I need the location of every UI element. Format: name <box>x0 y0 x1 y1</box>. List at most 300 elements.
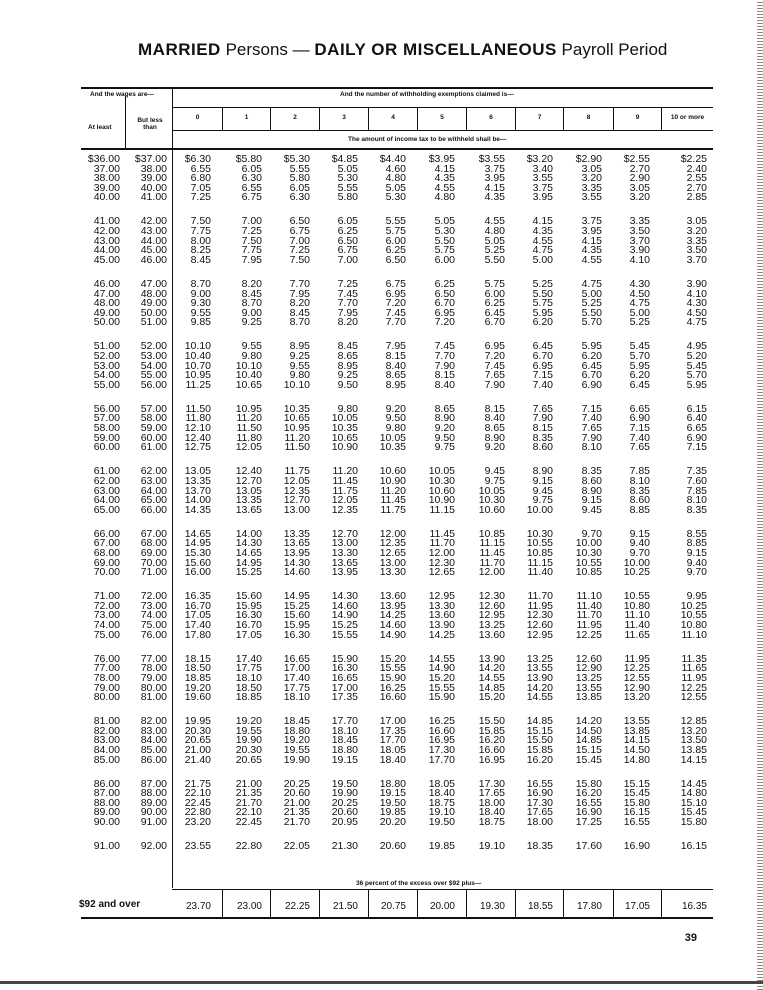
at-least-cell-20: 56.00 <box>93 402 120 415</box>
tax-cell-col8-32: 10.30 <box>575 547 602 559</box>
tax-cell-col7-33: 11.15 <box>527 556 553 569</box>
tax-cell-col7-1: 3.40 <box>532 162 553 175</box>
at-least-cell-28: 64.00 <box>93 494 120 507</box>
tax-cell-col7-0: $3.20 <box>526 153 553 165</box>
tax-cell-col9-37: 11.10 <box>624 609 650 622</box>
footer-value-7: 18.55 <box>527 901 553 912</box>
tax-cell-col8-45: 14.20 <box>575 715 602 728</box>
exemption-column-1 <box>220 155 262 852</box>
tax-cell-col8-21: 7.40 <box>581 412 602 425</box>
tax-cell-col4-30: 12.00 <box>379 527 406 540</box>
at-least-cell-2: 38.00 <box>93 172 120 185</box>
tax-cell-col7-29: 10.00 <box>526 503 553 516</box>
tax-cell-col10-45: 12.85 <box>680 715 707 728</box>
tax-cell-col6-5: 4.55 <box>484 215 505 228</box>
tax-cell-col7-16: 6.70 <box>532 350 553 362</box>
tax-cell-col6-11: 6.00 <box>484 287 505 300</box>
tax-cell-col4-7: 6.00 <box>385 234 406 247</box>
tax-cell-col0-55: 23.55 <box>184 840 211 853</box>
tax-cell-col0-34: 16.00 <box>184 566 211 579</box>
tax-cell-col6-24: 9.20 <box>484 441 505 454</box>
footer-divider <box>661 890 662 917</box>
tax-cell-col7-19: 7.40 <box>532 378 553 391</box>
tax-cell-col3-45: 17.70 <box>331 715 358 728</box>
tax-cell-col5-31: 11.70 <box>429 537 455 550</box>
exemption-column-10 <box>665 155 707 852</box>
tax-cell-col0-28: 14.00 <box>184 494 211 507</box>
title-part-payroll: Payroll Period <box>556 40 668 59</box>
tax-cell-col3-44: 17.35 <box>331 691 358 704</box>
tax-cell-col2-50: 20.25 <box>283 777 310 790</box>
tax-cell-col4-37: 14.25 <box>379 609 406 622</box>
but-less-than-cell-23: 60.00 <box>140 431 167 444</box>
footer-value-10: 16.35 <box>681 901 707 912</box>
but-less-than-cell-29: 66.00 <box>140 503 167 516</box>
tax-cell-col2-49: 19.90 <box>283 753 310 766</box>
tax-cell-col1-49: 20.65 <box>235 753 262 766</box>
tax-cell-col10-48: 13.85 <box>680 744 707 756</box>
tax-cell-col6-53: 18.40 <box>478 806 505 819</box>
tax-cell-col0-5: 7.50 <box>190 215 211 228</box>
but-less-than-cell-12: 49.00 <box>140 297 167 310</box>
but-less-than-cell-47: 84.00 <box>140 734 167 747</box>
tax-cell-col2-24: 11.50 <box>284 441 310 454</box>
tax-cell-col10-14: 4.75 <box>686 316 707 329</box>
tax-cell-col0-41: 18.50 <box>184 662 211 675</box>
tax-cell-col2-51: 20.60 <box>283 787 310 800</box>
tax-cell-col6-37: 12.95 <box>478 609 505 622</box>
at-least-cell-9: 45.00 <box>93 253 120 266</box>
tax-cell-col7-36: 11.95 <box>527 599 553 612</box>
exemption-header-7: 7 <box>537 114 542 121</box>
tax-cell-col2-39: 16.30 <box>283 628 310 641</box>
tax-cell-col10-44: 12.55 <box>680 691 707 704</box>
but-less-than-cell-13: 50.00 <box>140 306 167 319</box>
tax-cell-col6-32: 11.45 <box>479 547 505 559</box>
tax-cell-col3-30: 12.70 <box>331 527 358 540</box>
tax-cell-col6-45: 15.50 <box>478 715 505 728</box>
tax-cell-col5-33: 12.30 <box>428 556 455 569</box>
footer-label: $92 and over <box>79 899 141 910</box>
tax-cell-col4-22: 9.80 <box>385 422 406 435</box>
tax-cell-col5-29: 11.15 <box>429 503 455 516</box>
at-least-cell-11: 47.00 <box>93 287 120 300</box>
tax-cell-col6-21: 8.40 <box>484 412 505 425</box>
at-least-cell-45: 81.00 <box>93 715 120 728</box>
tax-cell-col4-17: 8.40 <box>385 359 406 372</box>
tax-cell-col6-51: 17.65 <box>478 787 505 800</box>
but-less-than-cell-36: 73.00 <box>140 599 167 612</box>
tax-cell-col6-44: 15.20 <box>478 691 505 704</box>
tax-cell-col2-15: 8.95 <box>289 340 310 353</box>
tax-cell-col1-28: 13.35 <box>235 494 262 507</box>
footer-value-2: 22.25 <box>284 901 310 912</box>
tax-cell-col5-47: 16.95 <box>428 734 455 747</box>
tax-cell-col9-18: 6.20 <box>629 369 650 382</box>
tax-cell-col9-27: 8.35 <box>629 484 650 497</box>
tax-cell-col8-14: 5.70 <box>581 316 602 329</box>
tax-cell-col3-28: 12.05 <box>331 494 358 507</box>
tax-cell-col7-55: 18.35 <box>526 840 553 853</box>
tax-cell-col8-38: 11.95 <box>576 619 602 632</box>
tax-cell-col6-2: 3.95 <box>484 172 505 185</box>
tax-cell-col9-43: 12.90 <box>623 681 650 694</box>
at-least-cell-30: 66.00 <box>93 527 120 540</box>
tax-cell-col1-40: 17.40 <box>235 652 262 665</box>
tax-cell-col2-14: 8.70 <box>289 316 310 329</box>
tax-cell-col1-19: 10.65 <box>235 378 262 391</box>
exemption-header-10: 10 or more <box>670 114 705 121</box>
tax-cell-col8-37: 11.70 <box>576 609 602 622</box>
tax-cell-col9-45: 13.55 <box>623 715 650 728</box>
tax-cell-col7-46: 15.15 <box>526 724 553 737</box>
tax-cell-col8-49: 15.45 <box>575 753 602 766</box>
tax-cell-col2-21: 10.65 <box>283 412 310 425</box>
tax-cell-col5-20: 8.65 <box>434 402 455 415</box>
tax-cell-col8-40: 12.60 <box>575 652 602 665</box>
tax-cell-col3-38: 15.25 <box>331 619 358 632</box>
tax-cell-col9-22: 7.15 <box>629 422 650 435</box>
tax-cell-col9-52: 15.80 <box>623 796 650 809</box>
but-less-than-cell-37: 74.00 <box>140 609 167 622</box>
tax-cell-col10-9: 3.70 <box>686 253 707 266</box>
excess-note: 36 percent of the excess over $92 plus— <box>356 880 482 887</box>
tax-cell-col4-26: 10.90 <box>379 474 406 487</box>
tax-cell-col8-12: 5.25 <box>581 297 602 310</box>
tax-cell-col6-46: 15.85 <box>478 724 505 737</box>
tax-cell-col8-51: 16.20 <box>575 787 602 800</box>
tax-cell-col10-32: 9.15 <box>686 547 707 559</box>
tax-cell-col6-28: 10.30 <box>478 494 505 507</box>
tax-cell-col1-42: 18.10 <box>235 671 262 684</box>
tax-cell-col4-25: 10.60 <box>379 465 406 478</box>
tax-cell-col2-40: 16.65 <box>283 652 310 665</box>
tax-cell-col5-35: 12.95 <box>428 590 455 603</box>
wages-are-label: And the wages are— <box>90 91 154 98</box>
tax-cell-col6-34: 12.00 <box>478 566 505 579</box>
tax-cell-col8-53: 16.90 <box>575 806 602 819</box>
tax-cell-col10-16: 5.20 <box>686 350 707 362</box>
column-divider <box>319 108 320 130</box>
tax-cell-col0-2: 6.80 <box>190 172 211 185</box>
tax-cell-col10-49: 14.15 <box>680 753 707 766</box>
tax-cell-col5-23: 9.50 <box>434 431 455 444</box>
exemption-header-0: 0 <box>195 114 200 121</box>
tax-cell-col2-18: 9.80 <box>289 369 310 382</box>
exemption-header-6: 6 <box>489 114 493 121</box>
exemption-header-2: 2 <box>293 114 297 121</box>
tax-cell-col3-29: 12.35 <box>331 503 358 516</box>
tax-cell-col3-25: 11.20 <box>332 465 358 478</box>
tax-cell-col8-31: 10.00 <box>575 537 602 550</box>
tax-cell-col8-1: 3.05 <box>581 162 602 175</box>
tax-cell-col3-1: 5.05 <box>337 162 358 175</box>
tax-cell-col3-11: 7.45 <box>337 287 358 300</box>
tax-cell-col2-3: 6.05 <box>289 181 310 194</box>
tax-cell-col2-42: 17.40 <box>283 671 310 684</box>
tax-cell-col1-7: 7.50 <box>241 234 262 247</box>
at-least-cell-27: 63.00 <box>93 484 120 497</box>
at-least-cell-25: 61.00 <box>93 465 120 478</box>
tax-cell-col4-4: 5.30 <box>385 191 406 204</box>
tax-cell-col1-6: 7.25 <box>241 225 262 238</box>
tax-cell-col10-10: 3.90 <box>686 277 707 290</box>
column-divider <box>368 108 369 130</box>
tax-cell-col9-19: 6.45 <box>629 378 650 391</box>
tax-cell-col8-33: 10.55 <box>575 556 602 569</box>
tax-cell-col5-11: 6.50 <box>434 287 455 300</box>
tax-cell-col10-37: 10.55 <box>680 609 707 622</box>
tax-cell-col9-30: 9.15 <box>629 527 650 540</box>
column-divider <box>563 108 564 130</box>
tax-cell-col2-0: $5.30 <box>283 153 310 165</box>
tax-cell-col0-23: 12.40 <box>184 431 211 444</box>
tax-cell-col3-37: 14.90 <box>331 609 358 622</box>
but-less-than-cell-18: 55.00 <box>140 369 167 382</box>
tax-cell-col9-2: 2.90 <box>629 172 650 185</box>
tax-cell-col5-0: $3.95 <box>428 153 455 165</box>
tax-cell-col2-8: 7.25 <box>289 244 310 257</box>
tax-cell-col0-21: 11.80 <box>185 412 211 425</box>
tax-cell-col8-23: 7.90 <box>581 431 602 444</box>
tax-cell-col2-10: 7.70 <box>289 277 310 290</box>
at-least-cell-32: 68.00 <box>93 547 120 559</box>
but-less-than-cell-22: 59.00 <box>140 422 167 435</box>
tax-cell-col8-20: 7.15 <box>581 402 602 415</box>
at-least-cell-6: 42.00 <box>93 225 120 238</box>
tax-cell-col10-28: 8.10 <box>686 494 707 507</box>
tax-cell-col1-35: 15.60 <box>235 590 262 603</box>
at-least-cell-4: 40.00 <box>93 191 120 204</box>
but-less-than-cell-15: 52.00 <box>140 340 167 353</box>
but-less-than-cell-49: 86.00 <box>140 753 167 766</box>
tax-cell-col0-3: 7.05 <box>190 181 211 194</box>
tax-cell-col4-8: 6.25 <box>385 244 406 257</box>
tax-cell-col2-54: 21.70 <box>283 816 310 829</box>
tax-cell-col9-17: 5.95 <box>629 359 650 372</box>
tax-cell-col1-53: 22.10 <box>235 806 262 819</box>
tax-cell-col6-7: 5.05 <box>484 234 505 247</box>
tax-cell-col8-48: 15.15 <box>575 744 602 756</box>
tax-cell-col6-18: 7.65 <box>484 369 505 382</box>
tax-cell-col7-53: 17.65 <box>526 806 553 819</box>
tax-cell-col4-55: 20.60 <box>379 840 406 853</box>
tax-cell-col3-12: 7.70 <box>337 297 358 310</box>
page-title <box>138 40 758 60</box>
at-least-cell-23: 59.00 <box>93 431 120 444</box>
but-less-than-cell-11: 48.00 <box>140 287 167 300</box>
tax-cell-col7-48: 15.85 <box>526 744 553 756</box>
tax-cell-col9-7: 3.70 <box>629 234 650 247</box>
but-less-than-cell-30: 67.00 <box>140 527 167 540</box>
at-least-cell-0: $36.00 <box>87 153 120 165</box>
tax-cell-col5-25: 10.05 <box>428 465 455 478</box>
tax-cell-col4-33: 13.00 <box>379 556 406 569</box>
tax-cell-col6-54: 18.75 <box>478 816 505 829</box>
tax-cell-col9-55: 16.90 <box>623 840 650 853</box>
tax-cell-col3-3: 5.55 <box>337 181 358 194</box>
but-less-than-label: But less than <box>137 117 163 131</box>
tax-cell-col3-2: 5.30 <box>337 172 358 185</box>
but-less-than-cell-4: 41.00 <box>140 191 167 204</box>
tax-cell-col9-10: 4.30 <box>629 277 650 290</box>
tax-cell-col8-24: 8.10 <box>581 441 602 454</box>
tax-cell-col5-8: 5.75 <box>434 244 455 257</box>
tax-cell-col4-36: 13.95 <box>379 599 406 612</box>
tax-cell-col1-16: 9.80 <box>241 350 262 362</box>
tax-cell-col0-33: 15.60 <box>184 556 211 569</box>
tax-cell-col8-42: 13.25 <box>575 671 602 684</box>
tax-cell-col7-9: 5.00 <box>532 253 553 266</box>
tax-cell-col4-41: 15.55 <box>379 662 406 675</box>
tax-cell-col8-25: 8.35 <box>581 465 602 478</box>
tax-cell-col8-4: 3.55 <box>581 191 602 204</box>
tax-cell-col4-9: 6.50 <box>385 253 406 266</box>
tax-cell-col3-49: 19.15 <box>331 753 358 766</box>
tax-cell-col1-27: 13.05 <box>235 484 262 497</box>
tax-cell-col9-38: 11.40 <box>624 619 650 632</box>
tax-cell-col4-31: 12.35 <box>379 537 406 550</box>
tax-cell-col7-3: 3.75 <box>532 181 553 194</box>
tax-cell-col0-17: 10.70 <box>184 359 211 372</box>
tax-cell-col8-11: 5.00 <box>581 287 602 300</box>
tax-cell-col5-21: 8.90 <box>434 412 455 425</box>
tax-cell-col5-51: 18.40 <box>428 787 455 800</box>
exemption-header-5: 5 <box>440 114 444 121</box>
tax-cell-col3-17: 8.95 <box>337 359 358 372</box>
tax-cell-col5-4: 4.80 <box>434 191 455 204</box>
tax-cell-col9-34: 10.25 <box>623 566 650 579</box>
scan-right-edge <box>757 0 763 990</box>
tax-cell-col1-26: 12.70 <box>235 474 262 487</box>
tax-cell-col3-50: 19.50 <box>331 777 358 790</box>
tax-cell-col8-44: 13.85 <box>575 691 602 704</box>
tax-cell-col9-11: 4.50 <box>629 287 650 300</box>
exemption-header-8: 8 <box>586 114 591 121</box>
tax-cell-col2-41: 17.00 <box>283 662 310 675</box>
tax-cell-col8-27: 8.90 <box>581 484 602 497</box>
but-less-than-cell-48: 85.00 <box>140 744 167 756</box>
tax-cell-col9-31: 9.40 <box>629 537 650 550</box>
tax-cell-col10-50: 14.45 <box>680 777 707 790</box>
tax-cell-col8-19: 6.90 <box>581 378 602 391</box>
tax-cell-col8-8: 4.35 <box>581 244 602 257</box>
tax-cell-col1-51: 21.35 <box>235 787 262 800</box>
tax-cell-col9-51: 15.45 <box>623 787 650 800</box>
tax-cell-col2-44: 18.10 <box>283 691 310 704</box>
tax-cell-col1-32: 14.65 <box>235 547 262 559</box>
at-least-cell-5: 41.00 <box>93 215 120 228</box>
tax-cell-col8-18: 6.70 <box>581 369 602 382</box>
tax-cell-col5-1: 4.15 <box>434 162 455 175</box>
tax-cell-col5-43: 15.55 <box>428 681 455 694</box>
tax-cell-col9-13: 5.00 <box>629 306 650 319</box>
but-less-than-cell-41: 78.00 <box>140 662 167 675</box>
tax-cell-col2-55: 22.05 <box>283 840 310 853</box>
tax-cell-col5-49: 17.70 <box>428 753 455 766</box>
footer-value-0: 23.70 <box>185 901 211 912</box>
but-less-than-cell-43: 80.00 <box>140 681 167 694</box>
tax-cell-col6-13: 6.45 <box>484 306 505 319</box>
title-married: MARRIED <box>138 40 221 59</box>
tax-cell-col9-21: 6.90 <box>629 412 650 425</box>
tax-cell-col7-25: 8.90 <box>532 465 553 478</box>
tax-cell-col7-15: 6.45 <box>532 340 553 353</box>
tax-cell-col7-4: 3.95 <box>532 191 553 204</box>
exemption-column-0 <box>169 155 211 852</box>
tax-cell-col5-30: 11.45 <box>429 527 455 540</box>
tax-cell-col5-18: 8.15 <box>434 369 455 382</box>
tax-cell-col0-38: 17.40 <box>184 619 211 632</box>
tax-cell-col8-17: 6.45 <box>581 359 602 372</box>
tax-cell-col0-51: 22.10 <box>184 787 211 800</box>
tax-cell-col8-13: 5.50 <box>581 306 602 319</box>
tax-cell-col0-15: 10.10 <box>184 340 211 353</box>
at-least-cell-24: 60.00 <box>93 441 120 454</box>
tax-cell-col1-17: 10.10 <box>235 359 262 372</box>
tax-cell-col9-46: 13.85 <box>623 724 650 737</box>
but-less-than-cell-9: 46.00 <box>140 253 167 266</box>
tax-cell-col1-37: 16.30 <box>235 609 262 622</box>
tax-cell-col6-41: 14.20 <box>478 662 505 675</box>
tax-cell-col6-16: 7.20 <box>484 350 505 362</box>
tax-cell-col5-12: 6.70 <box>434 297 455 310</box>
tax-cell-col6-48: 16.60 <box>478 744 505 756</box>
at-least-cell-40: 76.00 <box>93 652 120 665</box>
tax-cell-col6-1: 3.75 <box>484 162 505 175</box>
tax-cell-col4-27: 11.20 <box>380 484 406 497</box>
at-least-cell-54: 90.00 <box>93 816 120 829</box>
but-less-than-cell-54: 91.00 <box>140 816 167 829</box>
at-least-cell-55: 91.00 <box>93 840 120 853</box>
tax-cell-col7-23: 8.35 <box>532 431 553 444</box>
exemption-column-6 <box>463 155 505 852</box>
but-less-than-cell-20: 57.00 <box>140 402 167 415</box>
tax-cell-col10-8: 3.50 <box>686 244 707 257</box>
tax-cell-col3-13: 7.95 <box>337 306 358 319</box>
exemptions-claimed-label: And the number of withholding exemptions claimed is— <box>340 91 514 98</box>
tax-cell-col7-39: 12.95 <box>526 628 553 641</box>
but-less-than-cell-16: 53.00 <box>140 350 167 362</box>
tax-cell-col7-7: 4.55 <box>532 234 553 247</box>
wages-divider <box>125 96 126 148</box>
tax-cell-col7-21: 7.90 <box>532 412 553 425</box>
tax-cell-col2-2: 5.80 <box>289 172 310 185</box>
but-less-than-cell-24: 61.00 <box>140 441 167 454</box>
tax-cell-col0-48: 21.00 <box>184 744 211 756</box>
tax-cell-col6-14: 6.70 <box>484 316 505 329</box>
tax-cell-col4-47: 17.70 <box>379 734 406 747</box>
tax-cell-col4-16: 8.15 <box>385 350 406 362</box>
tax-cell-col1-54: 22.45 <box>235 816 262 829</box>
at-least-cell-14: 50.00 <box>93 316 120 329</box>
footer-value-8: 17.80 <box>576 901 602 912</box>
tax-cell-col6-36: 12.60 <box>478 599 505 612</box>
tax-cell-col5-9: 6.00 <box>434 253 455 266</box>
tax-cell-col5-19: 8.40 <box>434 378 455 391</box>
tax-cell-col4-38: 14.60 <box>379 619 406 632</box>
exemption-header-1: 1 <box>244 114 249 121</box>
tax-cell-col1-36: 15.95 <box>235 599 262 612</box>
tax-cell-col5-44: 15.90 <box>428 691 455 704</box>
tax-cell-col9-53: 16.15 <box>623 806 650 819</box>
but-less-than-cell-14: 51.00 <box>140 316 167 329</box>
tax-cell-col2-1: 5.55 <box>289 162 310 175</box>
tax-cell-col3-8: 6.75 <box>337 244 358 257</box>
tax-cell-col10-25: 7.35 <box>686 465 707 478</box>
tax-cell-col10-0: $2.25 <box>680 153 707 165</box>
tax-cell-col1-1: 6.05 <box>241 162 262 175</box>
